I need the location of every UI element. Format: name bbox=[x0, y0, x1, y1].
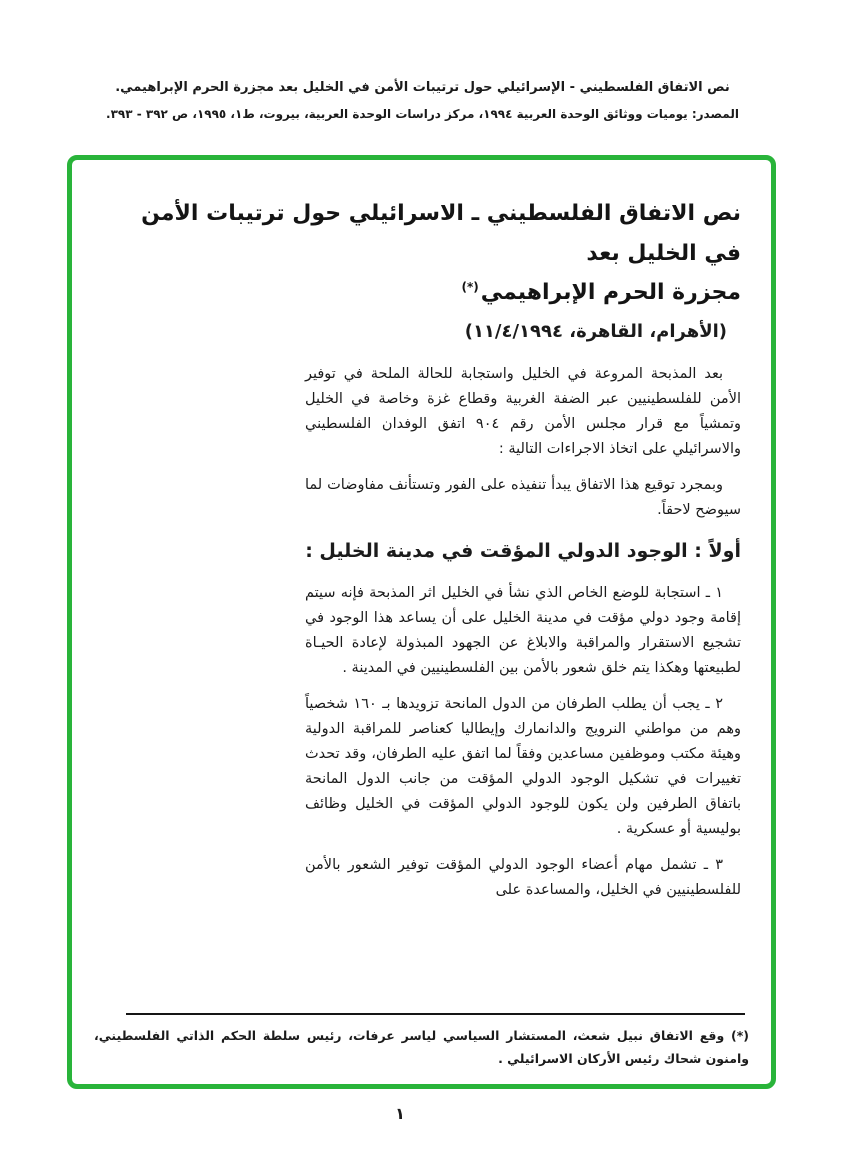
footnote-marker: (*) bbox=[461, 279, 479, 294]
scanned-document-frame bbox=[67, 155, 776, 1089]
document-title-line1: نص الاتفاق الفلسطيني ـ الاسرائيلي حول ترتيبات الأمن في الخليل بعد bbox=[141, 201, 741, 266]
scanned-document bbox=[72, 160, 771, 1084]
caption-source: المصدر: يوميات ووثائق الوحدة العربية ١٩٩٤، مركز دراسات الوحدة العربية، بيروت، ط١، ١٩٩٥، ص ٣٩٢ - ٣٩٣. bbox=[106, 107, 739, 122]
document-subtitle: (الأهرام، القاهرة، ١١/٤/١٩٩٤) bbox=[464, 320, 727, 342]
page-number: ١ bbox=[395, 1104, 405, 1123]
footnote-text: (*) وقع الاتفاق نبيل شعث، المستشار السياسي لياسر عرفات، رئيس سلطة الحكم الذاتي الفلسطيني، وامنون شحاك رئيس الأركان الاسرائيلي . bbox=[94, 1027, 749, 1066]
numbered-item-2: ٢ ـ يجب أن يطلب الطرفان من الدول المانحة تزويدها بـ ١٦٠ شخصياً وهم من مواطني النرويج والدانمارك وإيطاليا كعناصر للمراقبة الدولية وهيئة مكتب وموظفين مساعدين وفقاً لما اتفق عليه الطرفان، وقد تحدث تغييرات في تشكيل الوجود الدولي المؤقت من جانب الدول المانحة باتفاق الطرفين ولن يكون للوجود الدولي المؤقت في الخليل وظائف بوليسية أو عسكرية . bbox=[305, 695, 741, 837]
numbered-item-1: ١ ـ استجابة للوضع الخاص الذي نشأ في الخليل اثر المذبحة فإنه سيتم إقامة وجود دولي مؤقت في مدينة الخليل على أن يساعد هذا الوجود في تشجيع الاستقرار والمراقبة والابلاغ عن الجهود المبذولة لإعادة الحيـاة لطبيعتها وهكذا يتم خلق شعور بالأمن بين الفلسطينيين في المدينة . bbox=[305, 584, 741, 676]
page-caption bbox=[40, 78, 805, 124]
intro-paragraph: بعد المذبحة المروعة في الخليل واستجابة للحالة الملحة في توفير الأمن للفلسطينيين عبر الضفة الغربية وقطاع غزة وخاصة في الخليل وتمشياً مع قرار مجلس الأمن رقم ٩٠٤ اتفق الوفدان الفلسطيني والاسرائيلي على اتخاذ الاجراءات التالية : bbox=[305, 365, 741, 457]
numbered-item-3: ٣ ـ تشمل مهام أعضاء الوجود الدولي المؤقت توفير الشعور بالأمن للفلسطينيين في الخليل، والمساعدة على bbox=[305, 856, 741, 898]
footnote-area bbox=[94, 1013, 749, 1070]
document-title bbox=[121, 194, 741, 313]
intro-paragraph: وبمجرد توقيع هذا الاتفاق يبدأ تنفيذه على الفور وتستأنف مفاوضات لما سيوضح لاحقاً. bbox=[305, 476, 741, 518]
footnote-divider bbox=[126, 1013, 745, 1015]
caption-title: نص الاتفاق الفلسطيني - الإسرائيلي حول ترتيبات الأمن في الخليل بعد مجزرة الحرم الإبراهيمي. bbox=[115, 80, 730, 95]
section-heading-first: أولاً : الوجود الدولي المؤقت في مدينة الخليل : bbox=[305, 539, 741, 562]
document-title-line2: مجزرة الحرم الإبراهيمي bbox=[480, 280, 741, 306]
document-body bbox=[305, 362, 741, 903]
